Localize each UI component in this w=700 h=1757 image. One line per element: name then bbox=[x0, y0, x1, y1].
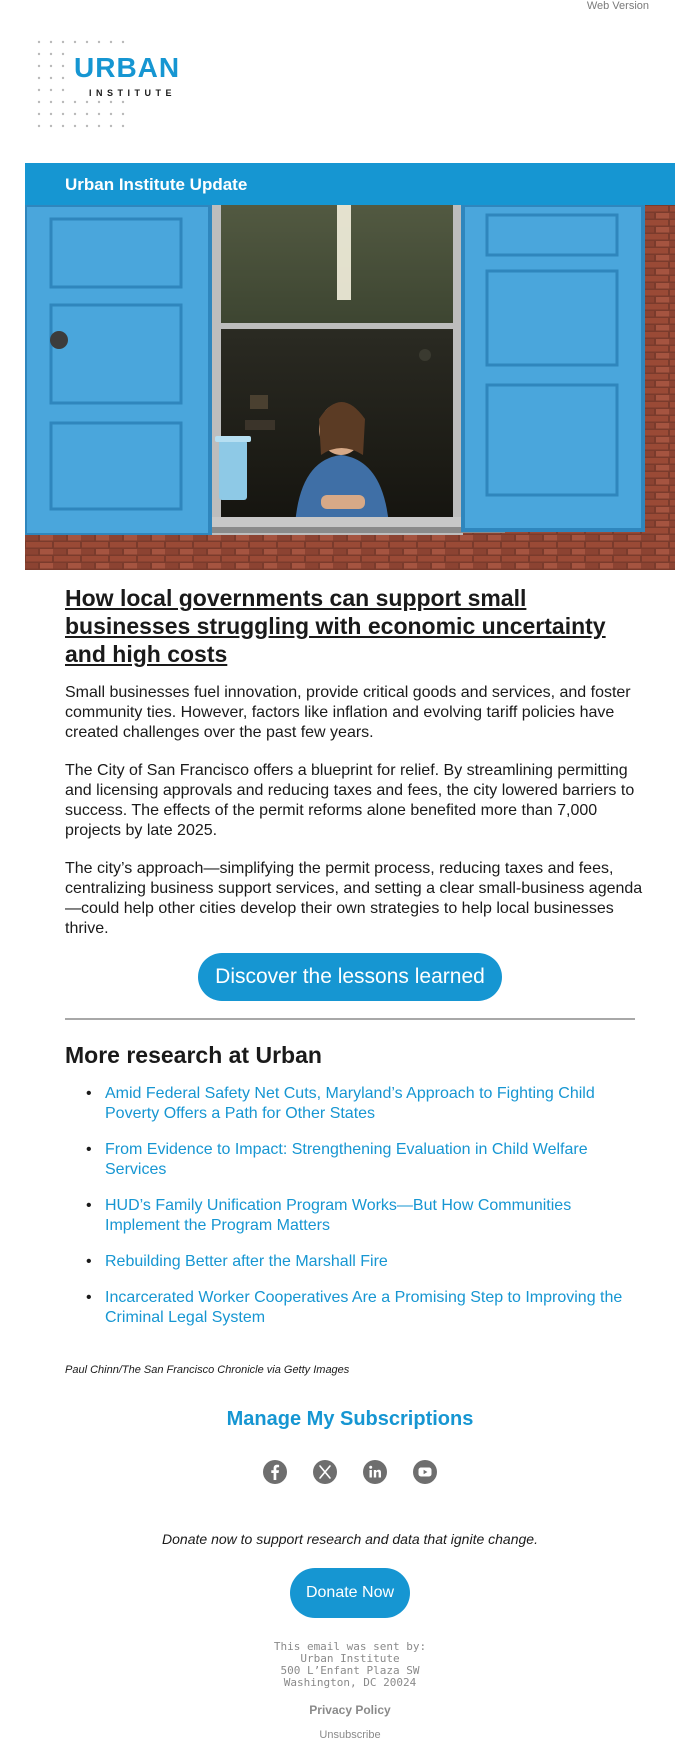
research-list bbox=[65, 1084, 645, 1344]
research-link-3[interactable]: HUD’s Family Unification Program Works—But How Communities Implement the Program Matters bbox=[105, 1197, 572, 1234]
more-research-heading: More research at Urban bbox=[65, 1042, 322, 1068]
list-item bbox=[65, 1140, 645, 1180]
list-item bbox=[65, 1288, 645, 1328]
discover-lessons-button[interactable]: Discover the lessons learned bbox=[198, 953, 502, 1001]
research-link-4[interactable]: Rebuilding Better after the Marshall Fire bbox=[105, 1253, 388, 1270]
list-item bbox=[65, 1252, 645, 1272]
research-link-5[interactable]: Incarcerated Worker Cooperatives Are a Promising Step to Improving the Criminal Legal System bbox=[105, 1289, 623, 1326]
bullet-icon: • bbox=[86, 1141, 92, 1158]
x-icon[interactable] bbox=[312, 1459, 338, 1485]
article-headline[interactable]: How local governments can support small businesses struggling with economic uncertainty and high costs bbox=[65, 585, 606, 667]
newsletter-banner bbox=[25, 163, 675, 205]
logo-subtitle: INSTITUTE bbox=[89, 88, 176, 98]
article-paragraph-1: Small businesses fuel innovation, provide critical goods and services, and foster community ties. However, factors like inflation and evolving tariff policies have created challenges over the past few years. bbox=[65, 684, 631, 741]
footer-address bbox=[0, 1641, 700, 1689]
linkedin-icon[interactable] bbox=[362, 1459, 388, 1485]
youtube-icon[interactable] bbox=[412, 1459, 438, 1485]
manage-subscriptions-link[interactable]: Manage My Subscriptions bbox=[226, 1408, 474, 1430]
footer-address-line-1: 500 L’Enfant Plaza SW bbox=[280, 1664, 420, 1677]
article-paragraph-2: The City of San Francisco offers a blueprint for relief. By streamlining permitting and licensing approvals and reducing taxes and fees, the city lowered barriers to success. The effects of the permit reforms alone benefited more than 7,000 projects by late 2025. bbox=[65, 762, 635, 839]
bullet-icon: • bbox=[86, 1197, 92, 1214]
newsletter-title: Urban Institute Update bbox=[65, 175, 248, 194]
footer-org: Urban Institute bbox=[300, 1652, 400, 1665]
research-link-1[interactable]: Amid Federal Safety Net Cuts, Maryland’s Approach to Fighting Child Poverty Offers a Path for Other States bbox=[105, 1085, 595, 1122]
donate-message: Donate now to support research and data that ignite change. bbox=[162, 1531, 538, 1547]
unsubscribe-link[interactable]: Unsubscribe bbox=[319, 1729, 381, 1741]
footer-address-line-2: Washington, DC 20024 bbox=[283, 1676, 417, 1689]
bullet-icon: • bbox=[86, 1289, 92, 1306]
hero-image[interactable] bbox=[25, 205, 675, 570]
section-divider bbox=[65, 1018, 635, 1020]
footer-sent-by: This email was sent by: bbox=[273, 1640, 427, 1653]
donate-now-button[interactable]: Donate Now bbox=[290, 1568, 410, 1618]
article-paragraph-3: The city’s approach—simplifying the permit process, reducing taxes and fees, centralizing business support services, and setting a clear small-business agenda—could help other cities develop their own strategies to help local businesses thrive. bbox=[65, 860, 643, 937]
urban-institute-logo[interactable] bbox=[36, 38, 206, 138]
list-item bbox=[65, 1196, 645, 1236]
bullet-icon: • bbox=[86, 1085, 92, 1102]
photo-credit: Paul Chinn/The San Francisco Chronicle via Getty Images bbox=[65, 1364, 350, 1376]
bullet-icon: • bbox=[86, 1253, 92, 1270]
list-item bbox=[65, 1084, 645, 1124]
logo-wordmark: URBAN bbox=[74, 52, 181, 83]
web-version-link[interactable]: Web Version bbox=[586, 0, 649, 12]
facebook-icon[interactable] bbox=[262, 1459, 288, 1485]
research-link-2[interactable]: From Evidence to Impact: Strengthening Evaluation in Child Welfare Services bbox=[105, 1141, 588, 1178]
social-links bbox=[262, 1459, 442, 1485]
privacy-policy-link[interactable]: Privacy Policy bbox=[309, 1703, 391, 1717]
